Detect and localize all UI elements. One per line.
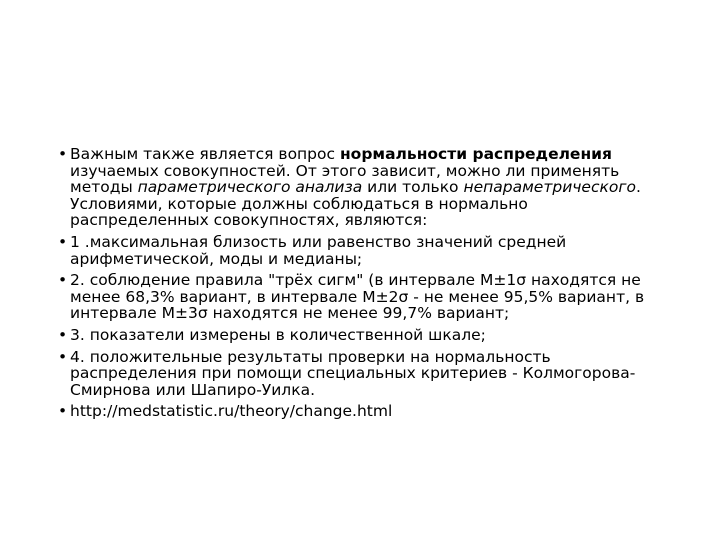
list-item-condition-2: [58, 272, 670, 322]
text-part: изучаемых совокупностей. От этого зависит, можно ли применять методы: [70, 161, 620, 197]
source-url[interactable]: http://medstatistic.ru/theory/change.html: [70, 402, 393, 421]
bullet-list: [58, 146, 670, 425]
bullet-icon: •: [58, 402, 68, 421]
bullet-icon: •: [58, 232, 68, 251]
text-part: . Условиями, которые должны соблюдаться в нормально распределенных совокупностях, являются:: [70, 178, 641, 230]
bullet-icon: •: [58, 145, 68, 163]
text-part: или только: [362, 178, 464, 197]
list-item-source-link: [58, 403, 670, 420]
item-text: 1 .максимальная близость или равенство значений средней арифметической, моды и медианы;: [70, 232, 567, 268]
italic-term-parametric: параметрического анализа: [137, 178, 363, 197]
item-text: 2. соблюдение правила "трёх сигм" (в интервале М±1σ находятся не менее 68,3% вариант, в интервале М±2σ - не менее 95,5% вариант, в интервале М±3σ находятся не менее 99,7% вариант;: [70, 271, 645, 323]
text-part: Важным также является вопрос: [70, 145, 340, 163]
bullet-icon: •: [58, 271, 68, 290]
bold-term-normality: нормальности распределения: [339, 145, 612, 163]
item-text: 3. показатели измерены в количественной шкале;: [70, 325, 486, 344]
list-item-normality: [58, 146, 670, 229]
bullet-icon: •: [58, 347, 68, 366]
list-item-condition-4: [58, 349, 670, 399]
italic-term-nonparametric: непараметрического: [463, 178, 636, 197]
item-text: 4. положительные результаты проверки на нормальность распределения при помощи специальных критериев - Колмогорова-Смирнова или Шапиро-Уилка.: [70, 347, 636, 399]
list-item-condition-1: [58, 234, 670, 267]
list-item-condition-3: [58, 327, 670, 344]
bullet-icon: •: [58, 325, 68, 344]
